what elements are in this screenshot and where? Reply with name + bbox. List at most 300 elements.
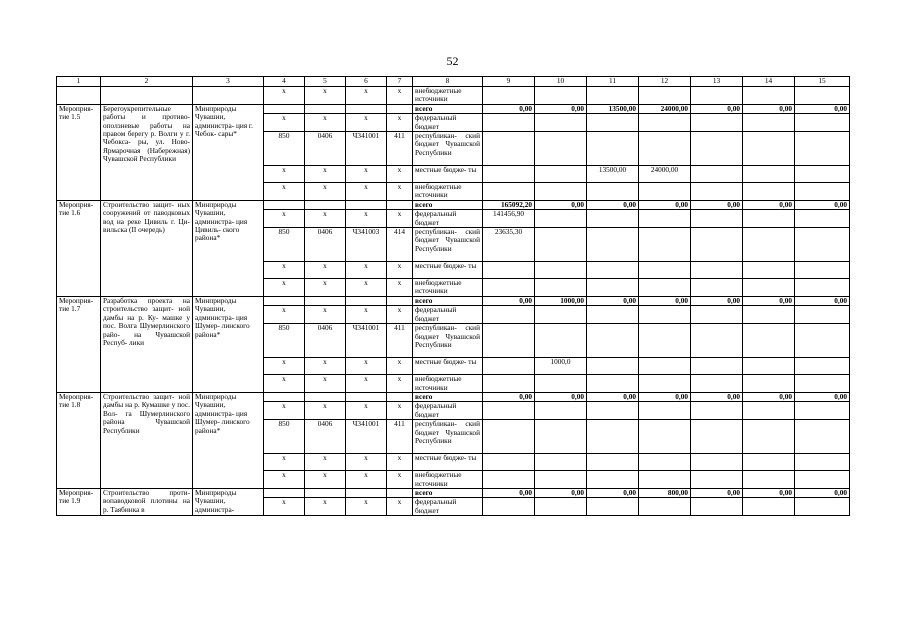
measure-name-cell	[101, 87, 193, 105]
code-cell: 850	[264, 228, 305, 262]
table-row	[57, 200, 850, 209]
amount-cell	[483, 114, 535, 132]
amount-cell	[587, 454, 639, 471]
amount-cell: 13500,00	[587, 104, 639, 113]
amount-cell	[483, 262, 535, 279]
code-cell: x	[346, 454, 387, 471]
amount-cell	[691, 420, 743, 454]
amount-cell	[535, 228, 587, 262]
source-label-cell: всего	[413, 104, 483, 113]
code-cell	[387, 104, 413, 113]
amount-cell	[535, 420, 587, 454]
amount-cell	[587, 183, 639, 201]
measure-id-cell: Мероприя- тие 1.5	[57, 104, 101, 200]
code-cell: x	[264, 402, 305, 420]
amount-cell	[483, 454, 535, 471]
code-cell: x	[387, 402, 413, 420]
amount-cell	[691, 262, 743, 279]
code-cell: x	[387, 183, 413, 201]
amount-cell	[795, 279, 850, 297]
amount-cell	[483, 87, 535, 105]
amount-cell	[639, 114, 691, 132]
amount-cell	[587, 402, 639, 420]
amount-cell	[743, 306, 795, 324]
amount-cell: 0,00	[795, 200, 850, 209]
source-label-cell: федеральный бюджет	[413, 210, 483, 228]
source-label-cell: внебюджетные источники	[413, 183, 483, 201]
amount-cell	[483, 420, 535, 454]
amount-cell: 0,00	[535, 104, 587, 113]
executor-cell: Минприроды Чувашии, администра- ция Шумер- линского района*	[193, 296, 264, 392]
code-cell: x	[305, 306, 346, 324]
amount-cell	[535, 262, 587, 279]
amount-cell	[691, 498, 743, 516]
source-label-cell: местные бюдже- ты	[413, 166, 483, 183]
amount-cell	[483, 358, 535, 375]
code-cell: x	[346, 306, 387, 324]
amount-cell	[691, 375, 743, 393]
amount-cell	[743, 375, 795, 393]
code-cell: x	[346, 114, 387, 132]
amount-cell	[535, 210, 587, 228]
code-cell: x	[264, 166, 305, 183]
amount-cell: 13500,00	[587, 166, 639, 183]
amount-cell: 141456,90	[483, 210, 535, 228]
source-label-cell: всего	[413, 392, 483, 401]
amount-cell	[639, 279, 691, 297]
code-cell	[264, 392, 305, 401]
amount-cell: 800,00	[639, 488, 691, 497]
amount-cell	[535, 471, 587, 489]
amount-cell	[639, 324, 691, 358]
amount-cell	[639, 183, 691, 201]
amount-cell	[587, 375, 639, 393]
amount-cell	[691, 210, 743, 228]
amount-cell	[795, 498, 850, 516]
amount-cell	[743, 471, 795, 489]
amount-cell	[795, 262, 850, 279]
amount-cell: 0,00	[535, 392, 587, 401]
amount-cell: 0,00	[483, 104, 535, 113]
amount-cell	[587, 210, 639, 228]
code-cell: Ч341001	[346, 132, 387, 166]
code-cell: x	[346, 262, 387, 279]
amount-cell	[587, 498, 639, 516]
code-cell: x	[387, 87, 413, 105]
code-cell: x	[264, 454, 305, 471]
amount-cell: 0,00	[743, 200, 795, 209]
code-cell: x	[305, 402, 346, 420]
amount-cell	[691, 166, 743, 183]
source-label-cell: местные бюдже- ты	[413, 358, 483, 375]
amount-cell: 0,00	[587, 488, 639, 497]
amount-cell	[587, 87, 639, 105]
amount-cell: 0,00	[639, 296, 691, 305]
code-cell	[346, 296, 387, 305]
amount-cell	[691, 279, 743, 297]
code-cell: x	[305, 166, 346, 183]
code-cell: x	[264, 375, 305, 393]
code-cell: x	[305, 87, 346, 105]
code-cell: 411	[387, 420, 413, 454]
column-number: 4	[264, 77, 305, 87]
executor-cell: Минприроды Чувашии, администра- ция Шумер- линского района*	[193, 392, 264, 488]
amount-cell	[639, 471, 691, 489]
code-cell	[346, 488, 387, 497]
amount-cell: 0,00	[743, 488, 795, 497]
code-cell	[264, 296, 305, 305]
amount-cell: 0,00	[535, 488, 587, 497]
column-number: 6	[346, 77, 387, 87]
code-cell: Ч341001	[346, 324, 387, 358]
executor-cell	[193, 87, 264, 105]
amount-cell	[639, 402, 691, 420]
measure-id-cell	[57, 87, 101, 105]
source-label-cell: местные бюдже- ты	[413, 454, 483, 471]
amount-cell	[691, 306, 743, 324]
column-number: 10	[535, 77, 587, 87]
code-cell	[387, 296, 413, 305]
amount-cell	[795, 454, 850, 471]
code-cell: x	[305, 210, 346, 228]
amount-cell: 0,00	[795, 392, 850, 401]
amount-cell	[483, 375, 535, 393]
code-cell	[346, 200, 387, 209]
amount-cell	[691, 471, 743, 489]
source-label-cell: внебюджетные источники	[413, 87, 483, 105]
code-cell: x	[264, 210, 305, 228]
measure-id-cell: Мероприя- тие 1.6	[57, 200, 101, 296]
code-cell: x	[264, 87, 305, 105]
code-cell: x	[346, 375, 387, 393]
table-row	[57, 488, 850, 497]
code-cell: x	[387, 471, 413, 489]
amount-cell	[795, 402, 850, 420]
code-cell	[305, 200, 346, 209]
amount-cell	[743, 114, 795, 132]
measure-id-cell: Мероприя- тие 1.9	[57, 488, 101, 515]
column-number-row	[57, 77, 850, 87]
amount-cell	[795, 306, 850, 324]
code-cell: 0406	[305, 324, 346, 358]
measure-name-cell: Строительство проти- вопаводковой плотины на р. Таябинка в	[101, 488, 193, 515]
amount-cell	[743, 87, 795, 105]
code-cell: x	[346, 279, 387, 297]
amount-cell: 24000,00	[639, 104, 691, 113]
code-cell: 414	[387, 228, 413, 262]
amount-cell	[743, 454, 795, 471]
amount-cell	[691, 454, 743, 471]
code-cell: x	[346, 471, 387, 489]
amount-cell	[483, 183, 535, 201]
code-cell	[387, 488, 413, 497]
source-label-cell: федеральный бюджет	[413, 402, 483, 420]
amount-cell	[795, 420, 850, 454]
source-label-cell: федеральный бюджет	[413, 306, 483, 324]
amount-cell	[795, 375, 850, 393]
table-row	[57, 104, 850, 113]
amount-cell	[743, 358, 795, 375]
amount-cell: 0,00	[743, 392, 795, 401]
code-cell	[264, 104, 305, 113]
amount-cell: 0,00	[743, 296, 795, 305]
amount-cell: 0,00	[691, 104, 743, 113]
amount-cell: 0,00	[639, 200, 691, 209]
code-cell	[346, 104, 387, 113]
code-cell	[264, 200, 305, 209]
amount-cell	[743, 183, 795, 201]
code-cell: x	[264, 262, 305, 279]
code-cell: x	[264, 471, 305, 489]
amount-cell	[743, 132, 795, 166]
column-number: 9	[483, 77, 535, 87]
code-cell: x	[264, 306, 305, 324]
amount-cell	[587, 228, 639, 262]
code-cell: x	[305, 471, 346, 489]
column-number: 7	[387, 77, 413, 87]
code-cell	[346, 392, 387, 401]
column-number: 12	[639, 77, 691, 87]
source-label-cell: внебюджетные источники	[413, 471, 483, 489]
code-cell: x	[387, 279, 413, 297]
code-cell: 0406	[305, 228, 346, 262]
amount-cell	[587, 358, 639, 375]
amount-cell	[639, 262, 691, 279]
amount-cell	[639, 210, 691, 228]
executor-cell: Минприроды Чувашии, администра- ция Цивиль- ского района*	[193, 200, 264, 296]
amount-cell: 0,00	[483, 488, 535, 497]
source-label-cell: внебюджетные источники	[413, 279, 483, 297]
code-cell: x	[387, 210, 413, 228]
amount-cell: 0,00	[535, 200, 587, 209]
amount-cell: 0,00	[691, 488, 743, 497]
amount-cell	[535, 87, 587, 105]
amount-cell	[639, 375, 691, 393]
amount-cell	[639, 420, 691, 454]
amount-cell: 0,00	[587, 296, 639, 305]
amount-cell	[795, 114, 850, 132]
amount-cell	[483, 279, 535, 297]
budget-table	[56, 76, 850, 516]
code-cell: x	[387, 114, 413, 132]
code-cell: x	[264, 279, 305, 297]
source-label-cell: местные бюдже- ты	[413, 262, 483, 279]
code-cell	[305, 488, 346, 497]
amount-cell	[483, 132, 535, 166]
amount-cell	[639, 454, 691, 471]
code-cell: 0406	[305, 132, 346, 166]
amount-cell	[639, 132, 691, 166]
table-row	[57, 87, 850, 105]
amount-cell	[691, 358, 743, 375]
code-cell: x	[305, 375, 346, 393]
column-number: 2	[101, 77, 193, 87]
code-cell: x	[264, 498, 305, 516]
measure-name-cell: Строительство защит- ных сооружений от паводковых вод на реке Цивиль г. Ци- вильска (II очередь)	[101, 200, 193, 296]
source-label-cell: республикан- ский бюджет Чувашской Республики	[413, 420, 483, 454]
column-number: 3	[193, 77, 264, 87]
amount-cell	[535, 183, 587, 201]
measure-name-cell: Берегоукрепительные работы и противо- оползневые работы на правом берегу р. Волги у г. Чебокса- ры, ул. Ново-Ярмарочная (Набережная) Чувашской Республики	[101, 104, 193, 200]
code-cell: 0406	[305, 420, 346, 454]
amount-cell	[639, 358, 691, 375]
amount-cell: 1000,0	[535, 358, 587, 375]
code-cell	[305, 296, 346, 305]
code-cell: Ч341003	[346, 228, 387, 262]
code-cell: x	[387, 358, 413, 375]
amount-cell: 0,00	[639, 392, 691, 401]
amount-cell: 0,00	[795, 296, 850, 305]
amount-cell	[483, 402, 535, 420]
amount-cell	[535, 454, 587, 471]
page-number: 52	[446, 54, 459, 68]
amount-cell	[795, 166, 850, 183]
measure-id-cell: Мероприя- тие 1.8	[57, 392, 101, 488]
amount-cell	[587, 262, 639, 279]
amount-cell: 165092,20	[483, 200, 535, 209]
code-cell: 850	[264, 420, 305, 454]
amount-cell	[483, 498, 535, 516]
source-label-cell: всего	[413, 296, 483, 305]
code-cell: x	[346, 358, 387, 375]
amount-cell: 0,00	[587, 392, 639, 401]
amount-cell	[691, 114, 743, 132]
code-cell: Ч341001	[346, 420, 387, 454]
column-number: 15	[795, 77, 850, 87]
table-row	[57, 296, 850, 305]
amount-cell	[535, 498, 587, 516]
amount-cell	[639, 498, 691, 516]
source-label-cell: республикан- ский бюджет Чувашской Республики	[413, 324, 483, 358]
code-cell: x	[305, 114, 346, 132]
code-cell: 411	[387, 324, 413, 358]
amount-cell	[795, 228, 850, 262]
code-cell: x	[305, 262, 346, 279]
code-cell	[387, 392, 413, 401]
amount-cell	[535, 324, 587, 358]
amount-cell	[639, 306, 691, 324]
code-cell: x	[346, 183, 387, 201]
column-number: 14	[743, 77, 795, 87]
amount-cell	[483, 324, 535, 358]
amount-cell	[483, 306, 535, 324]
code-cell: x	[305, 183, 346, 201]
code-cell: x	[264, 183, 305, 201]
amount-cell	[743, 228, 795, 262]
code-cell	[264, 488, 305, 497]
table-row	[57, 392, 850, 401]
source-label-cell: всего	[413, 488, 483, 497]
code-cell	[387, 200, 413, 209]
amount-cell	[483, 471, 535, 489]
amount-cell	[795, 210, 850, 228]
amount-cell	[587, 132, 639, 166]
source-label-cell: всего	[413, 200, 483, 209]
amount-cell: 24000,00	[639, 166, 691, 183]
amount-cell	[691, 183, 743, 201]
code-cell: x	[305, 279, 346, 297]
code-cell: x	[387, 262, 413, 279]
column-number: 5	[305, 77, 346, 87]
executor-cell: Минприроды Чувашии, администра-	[193, 488, 264, 515]
amount-cell: 0,00	[483, 296, 535, 305]
column-number: 11	[587, 77, 639, 87]
code-cell: x	[305, 498, 346, 516]
source-label-cell: республикан- ский бюджет Чувашской Республики	[413, 132, 483, 166]
measure-name-cell: Строительство защит- ной дамбы на р. Кумашке у пос. Вол- га Шумерлинского района Чувашской Республики	[101, 392, 193, 488]
amount-cell	[535, 279, 587, 297]
amount-cell	[795, 183, 850, 201]
column-number: 8	[413, 77, 483, 87]
code-cell	[305, 392, 346, 401]
amount-cell	[691, 228, 743, 262]
amount-cell	[795, 324, 850, 358]
amount-cell	[535, 132, 587, 166]
source-label-cell: федеральный бюджет	[413, 498, 483, 516]
amount-cell	[587, 114, 639, 132]
amount-cell	[795, 87, 850, 105]
amount-cell	[535, 306, 587, 324]
amount-cell: 0,00	[691, 200, 743, 209]
amount-cell	[743, 402, 795, 420]
amount-cell	[535, 166, 587, 183]
measure-id-cell: Мероприя- тие 1.7	[57, 296, 101, 392]
code-cell: x	[387, 375, 413, 393]
executor-cell: Минприроды Чувашии, администра- ция г. Чебок- сары*	[193, 104, 264, 200]
code-cell: x	[346, 402, 387, 420]
amount-cell	[535, 402, 587, 420]
amount-cell	[587, 306, 639, 324]
code-cell: x	[387, 166, 413, 183]
code-cell: x	[346, 166, 387, 183]
amount-cell	[743, 166, 795, 183]
amount-cell	[535, 114, 587, 132]
amount-cell	[795, 358, 850, 375]
amount-cell	[691, 324, 743, 358]
code-cell: x	[346, 210, 387, 228]
amount-cell	[795, 132, 850, 166]
amount-cell: 0,00	[743, 104, 795, 113]
amount-cell	[743, 262, 795, 279]
amount-cell	[587, 324, 639, 358]
amount-cell	[639, 87, 691, 105]
amount-cell	[743, 498, 795, 516]
code-cell: x	[264, 358, 305, 375]
amount-cell: 0,00	[587, 200, 639, 209]
column-number: 13	[691, 77, 743, 87]
amount-cell: 0,00	[691, 296, 743, 305]
code-cell: 411	[387, 132, 413, 166]
code-cell: x	[305, 454, 346, 471]
measure-name-cell: Разработка проекта на строительство защит- ной дамбы на р. Ку- машке у пос. Волга Шумерлинского райо- на Чувашской Респуб- лики	[101, 296, 193, 392]
amount-cell: 0,00	[795, 104, 850, 113]
code-cell: x	[264, 114, 305, 132]
code-cell: x	[387, 306, 413, 324]
amount-cell	[587, 420, 639, 454]
amount-cell	[483, 166, 535, 183]
amount-cell: 0,00	[483, 392, 535, 401]
amount-cell	[743, 210, 795, 228]
amount-cell	[743, 324, 795, 358]
amount-cell	[587, 471, 639, 489]
source-label-cell: федеральный бюджет	[413, 114, 483, 132]
amount-cell: 0,00	[691, 392, 743, 401]
code-cell: x	[387, 498, 413, 516]
source-label-cell: республикан- ский бюджет Чувашской Республики	[413, 228, 483, 262]
amount-cell	[743, 279, 795, 297]
amount-cell: 23635,30	[483, 228, 535, 262]
code-cell: x	[305, 358, 346, 375]
